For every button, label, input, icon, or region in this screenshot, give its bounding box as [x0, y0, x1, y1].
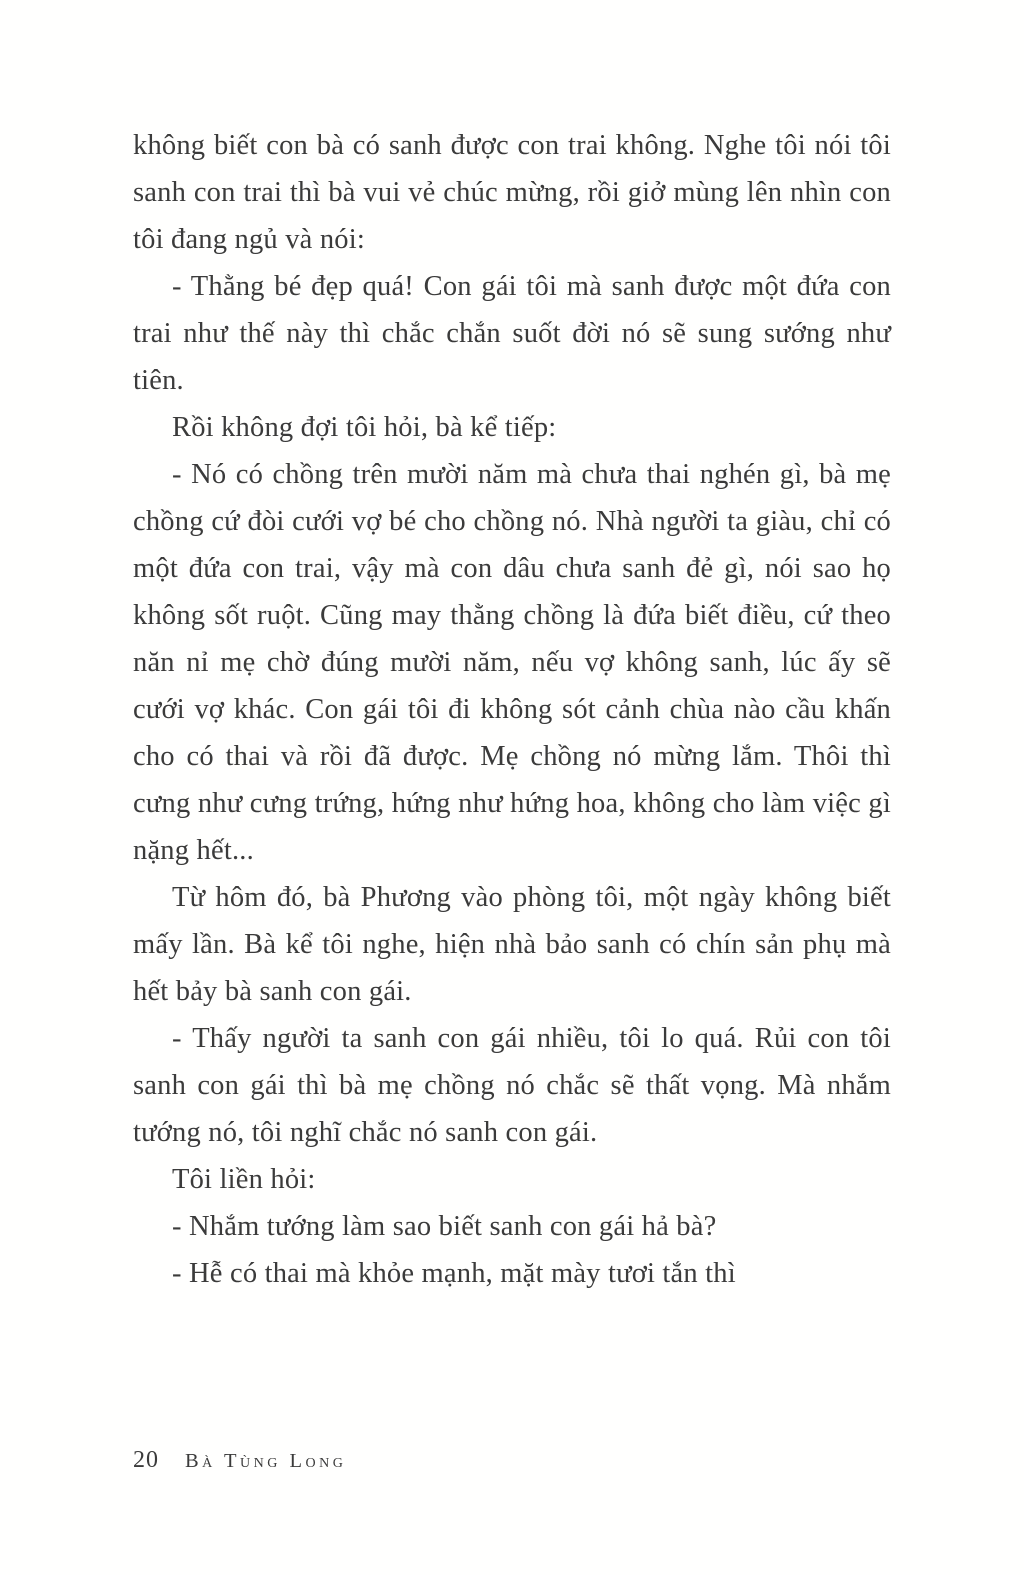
page-number: 20 [133, 1447, 159, 1473]
body-text [133, 122, 891, 1297]
paragraph: - Thằng bé đẹp quá! Con gái tôi mà sanh được một đứa con trai như thế này thì chắc chắn suốt đời nó sẽ sung sướng như tiên. [133, 271, 891, 396]
paragraph: - Nhắm tướng làm sao biết sanh con gái hả bà? [172, 1211, 717, 1242]
page-footer [133, 1447, 346, 1474]
paragraph: - Nó có chồng trên mười năm mà chưa thai nghén gì, bà mẹ chồng cứ đòi cưới vợ bé cho chồng nó. Nhà người ta giàu, chỉ có một đứa con trai, vậy mà con dâu chưa sanh đẻ gì, nói sao họ không sốt ruột. Cũng may thằng chồng là đứa biết điều, cứ theo năn nỉ mẹ chờ đúng mười năm, nếu vợ không sanh, lúc ấy sẽ cưới vợ khác. Con gái tôi đi không sót cảnh chùa nào cầu khấn cho có thai và rồi đã được. Mẹ chồng nó mừng lắm. Thôi thì cưng như cưng trứng, hứng như hứng hoa, không cho làm việc gì nặng hết... [133, 459, 891, 866]
paragraph: - Hễ có thai mà khỏe mạnh, mặt mày tươi tắn thì [172, 1258, 736, 1289]
paragraph: Từ hôm đó, bà Phương vào phòng tôi, một ngày không biết mấy lần. Bà kể tôi nghe, hiện nhà bảo sanh có chín sản phụ mà hết bảy bà sanh con gái. [133, 882, 891, 1007]
paragraph: không biết con bà có sanh được con trai không. Nghe tôi nói tôi sanh con trai thì bà vui vẻ chúc mừng, rồi giở mùng lên nhìn con tôi đang ngủ và nói: [133, 130, 891, 255]
author-name: Bà Tùng Long [185, 1450, 347, 1472]
paragraph: Rồi không đợi tôi hỏi, bà kể tiếp: [172, 412, 557, 443]
paragraph: Tôi liền hỏi: [172, 1164, 316, 1195]
paragraph: - Thấy người ta sanh con gái nhiều, tôi lo quá. Rủi con tôi sanh con gái thì bà mẹ chồng nó chắc sẽ thất vọng. Mà nhắm tướng nó, tôi nghĩ chắc nó sanh con gái. [133, 1023, 891, 1148]
